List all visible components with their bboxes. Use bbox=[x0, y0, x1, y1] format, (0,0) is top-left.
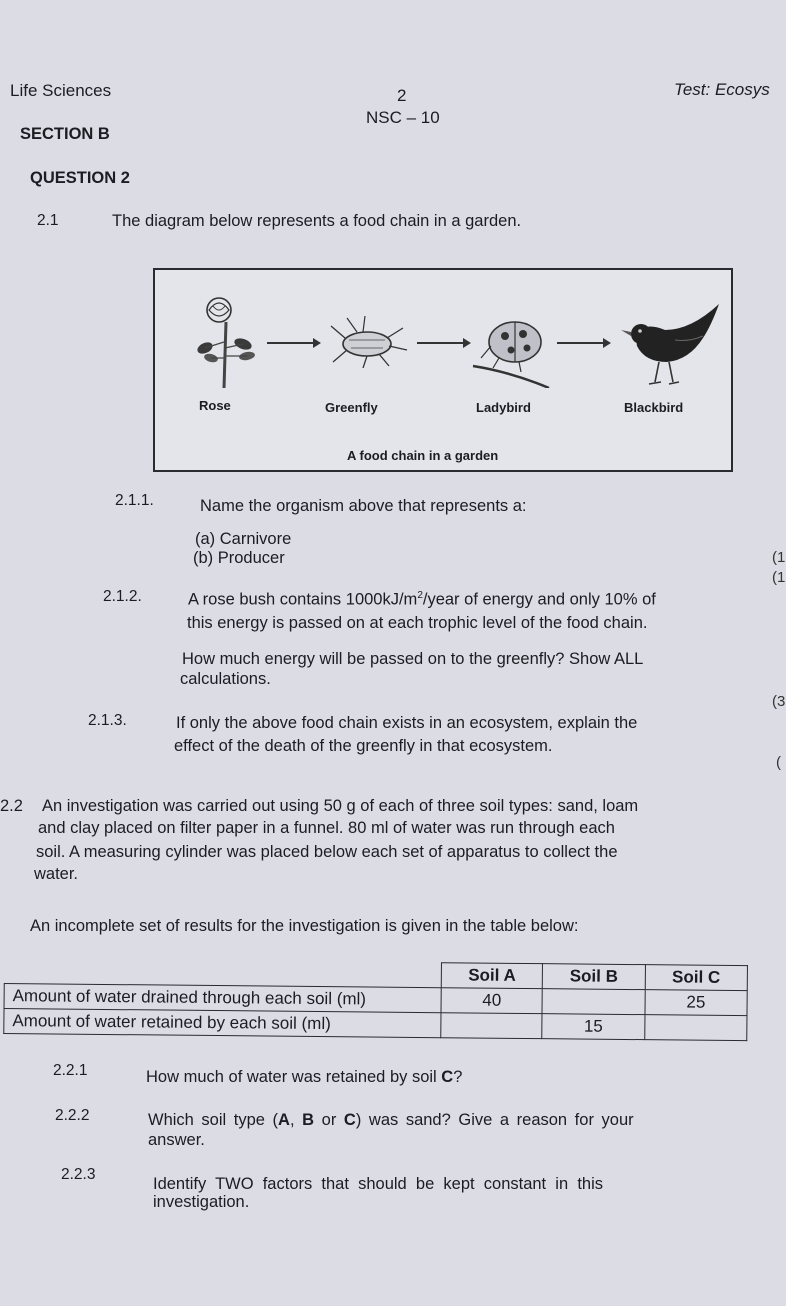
cell-drained-c: 25 bbox=[645, 990, 748, 1016]
row-label-retained: Amount of water retained by each soil (ml) bbox=[4, 1009, 441, 1038]
q2-1-3-line2: effect of the death of the greenfly in that ecosystem. bbox=[174, 737, 553, 755]
cell-retained-b: 15 bbox=[542, 1014, 645, 1040]
q2-1-3-number: 2.1.3. bbox=[88, 712, 127, 729]
cell-drained-b bbox=[542, 989, 645, 1015]
q2-1-2-line2: this energy is passed on at each trophic level of the food chain. bbox=[187, 614, 648, 632]
label-rose: Rose bbox=[199, 398, 231, 413]
q2-2-intro: An incomplete set of results for the investigation is given in the table below: bbox=[30, 917, 579, 935]
arrow-rose-greenfly bbox=[267, 342, 315, 344]
q2-2-1-number: 2.2.1 bbox=[53, 1062, 88, 1079]
q2-2-2-sep2: or bbox=[314, 1111, 344, 1129]
q2-1-1-text: Name the organism above that represents a: bbox=[200, 497, 527, 515]
header-soil-a: Soil A bbox=[441, 963, 543, 989]
q2-1-2-line1-pre: A rose bush contains 1000kJ/m bbox=[188, 590, 418, 609]
header-soil-b: Soil B bbox=[543, 964, 646, 990]
q2-2-2-post: ) was sand? Give a reason for your bbox=[355, 1111, 634, 1129]
q2-2-1-text-pre: How much of water was retained by soil bbox=[146, 1068, 442, 1086]
q2-2-3-line1: Identify TWO factors that should be kept constant in this bbox=[153, 1175, 603, 1193]
ladybird-icon bbox=[471, 310, 553, 388]
greenfly-icon bbox=[327, 316, 409, 368]
q2-1-2-line1 bbox=[188, 590, 656, 610]
q2-2-2-number: 2.2.2 bbox=[55, 1107, 90, 1124]
q2-1-2-line3: How much energy will be passed on to the greenfly? Show ALL bbox=[182, 650, 644, 668]
q2-1-2-sup: 2 bbox=[417, 590, 423, 601]
q2-1-number: 2.1 bbox=[37, 212, 59, 229]
blackbird-icon bbox=[619, 300, 725, 392]
food-chain-diagram bbox=[153, 268, 733, 472]
q2-2-1-text-post: ? bbox=[453, 1068, 463, 1086]
q2-2-line4: water. bbox=[34, 865, 79, 883]
q2-1-2-line4: calculations. bbox=[180, 670, 271, 688]
q2-2-3-line2: investigation. bbox=[153, 1193, 250, 1211]
row-label-drained: Amount of water drained through each soil (ml) bbox=[4, 984, 441, 1013]
results-table bbox=[3, 958, 748, 1041]
mark-2-1-2: (3 bbox=[772, 693, 786, 710]
cell-retained-a bbox=[441, 1013, 543, 1039]
q2-2-2-line2: answer. bbox=[148, 1131, 205, 1149]
mark-a: (1 bbox=[772, 549, 786, 566]
q2-2-line1: An investigation was carried out using 50 g of each of three soil types: sand, loam bbox=[42, 797, 639, 815]
q2-2-2-line1 bbox=[148, 1111, 634, 1130]
paper-code: NSC – 10 bbox=[366, 108, 440, 127]
q2-1-2-number: 2.1.2. bbox=[103, 588, 142, 605]
q2-2-2-sep1: , bbox=[289, 1111, 303, 1129]
mark-2-1-3: ( bbox=[776, 754, 781, 771]
q2-1-2-line1-post: /year of energy and only 10% of bbox=[422, 590, 656, 609]
q2-2-2-c: C bbox=[343, 1111, 356, 1129]
q2-2-line2: and clay placed on filter paper in a funnel. 80 ml of water was run through each bbox=[38, 819, 615, 837]
cell-retained-c bbox=[644, 1015, 747, 1041]
label-greenfly: Greenfly bbox=[325, 400, 378, 415]
diagram-caption: A food chain in a garden bbox=[347, 448, 499, 463]
q2-2-2-pre: Which soil type ( bbox=[148, 1111, 279, 1129]
q2-1-text: The diagram below represents a food chain in a garden. bbox=[112, 212, 522, 230]
page-number: 2 bbox=[397, 86, 407, 105]
cell-drained-a: 40 bbox=[441, 988, 543, 1014]
subject-title: Life Sciences bbox=[10, 81, 112, 100]
label-ladybird: Ladybird bbox=[476, 400, 531, 415]
question-heading: QUESTION 2 bbox=[30, 169, 130, 187]
q2-2-3-number: 2.2.3 bbox=[61, 1166, 96, 1183]
mark-b: (1 bbox=[772, 569, 786, 586]
q2-2-2-a: A bbox=[278, 1111, 290, 1129]
rose-icon bbox=[191, 292, 261, 390]
q2-2-1-text-bold: C bbox=[441, 1068, 454, 1086]
q2-2-number: 2.2 bbox=[0, 797, 23, 815]
q2-1-1-number: 2.1.1. bbox=[115, 492, 154, 509]
section-heading: SECTION B bbox=[20, 125, 110, 143]
arrow-greenfly-ladybird bbox=[417, 342, 465, 344]
q2-1-3-line1: If only the above food chain exists in an ecosystem, explain the bbox=[176, 714, 638, 732]
header-soil-c: Soil C bbox=[645, 965, 748, 991]
arrow-ladybird-blackbird bbox=[557, 342, 605, 344]
q2-2-line3: soil. A measuring cylinder was placed below each set of apparatus to collect the bbox=[36, 843, 618, 861]
q2-1-1-option-b: (b) Producer bbox=[193, 549, 285, 567]
q2-2-1-text bbox=[146, 1068, 462, 1087]
q2-2-2-b: B bbox=[302, 1111, 315, 1129]
q2-1-1-option-a: (a) Carnivore bbox=[195, 530, 292, 548]
label-blackbird: Blackbird bbox=[624, 400, 684, 415]
test-title: Test: Ecosys bbox=[674, 80, 770, 99]
